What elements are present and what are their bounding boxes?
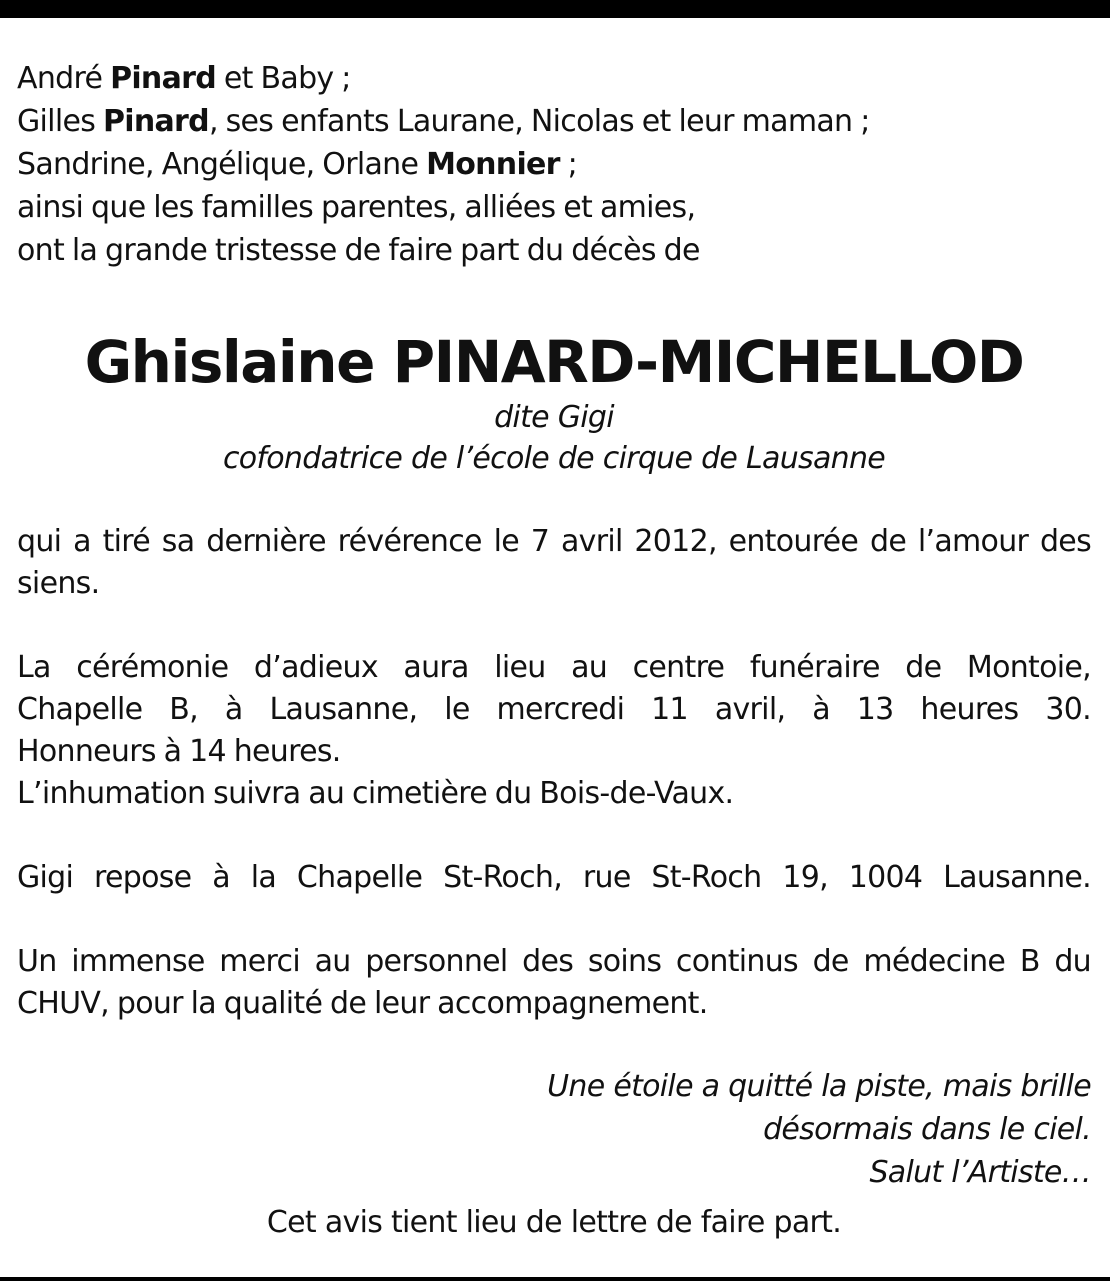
family-text: , ses enfants Laurane, Nicolas et leur maman ;: [208, 104, 870, 139]
deceased-nickname: dite Gigi: [494, 400, 614, 435]
thanks-paragraph: [17, 941, 1091, 1025]
family-text: Gilles: [17, 104, 103, 139]
family-text: André: [17, 61, 111, 96]
ceremony-line: La cérémonie d’adieux aura lieu au centre funéraire de Montoie,: [17, 650, 1091, 685]
intro-line: ont la grande tristesse de faire part du décès de: [17, 233, 700, 268]
obituary-notice: [17, 57, 1091, 1248]
family-text: ;: [559, 147, 578, 182]
death-line: qui a tiré sa dernière révérence le 7 avril 2012, entourée de l’amour des: [17, 524, 1091, 559]
deceased-name: Ghislaine PINARD-MICHELLOD: [84, 328, 1024, 396]
family-surname: Pinard: [102, 104, 209, 139]
thanks-line: Un immense merci au personnel des soins continus de médecine B du: [17, 944, 1091, 979]
family-line: [17, 57, 1091, 100]
quote-line: Une étoile a quitté la piste, mais brille: [547, 1069, 1091, 1104]
thanks-line: CHUV, pour la qualité de leur accompagnement.: [17, 986, 708, 1021]
deceased-role: cofondatrice de l’école de cirque de Lausanne: [222, 441, 886, 476]
family-surname: Monnier: [426, 147, 560, 182]
quote-line: désormais dans le ciel.: [763, 1112, 1091, 1147]
intro-line: ainsi que les familles parentes, alliées et amies,: [17, 190, 696, 225]
ceremony-paragraph: [17, 647, 1091, 815]
rest-place-paragraph: [17, 857, 1091, 899]
farewell-quote: [17, 1065, 1091, 1194]
closing-note: Cet avis tient lieu de lettre de faire part.: [266, 1205, 842, 1240]
family-line: [17, 143, 1091, 186]
ceremony-line: Honneurs à 14 heures.: [17, 734, 341, 769]
family-surname: Pinard: [110, 61, 217, 96]
death-line: siens.: [17, 566, 100, 601]
death-paragraph: [17, 521, 1091, 605]
family-line: [17, 100, 1091, 143]
top-border-rule: [0, 0, 1110, 18]
ceremony-line: L’inhumation suivra au cimetière du Bois-de-Vaux.: [17, 776, 734, 811]
rest-place-line: Gigi repose à la Chapelle St-Roch, rue St-Roch 19, 1004 Lausanne.: [17, 860, 1091, 895]
bottom-border-rule: [0, 1277, 1110, 1281]
family-text: et Baby ;: [216, 61, 351, 96]
ceremony-line: Chapelle B, à Lausanne, le mercredi 11 avril, à 13 heures 30.: [17, 692, 1091, 727]
quote-line: Salut l’Artiste…: [869, 1155, 1091, 1190]
family-text: Sandrine, Angélique, Orlane: [17, 147, 427, 182]
